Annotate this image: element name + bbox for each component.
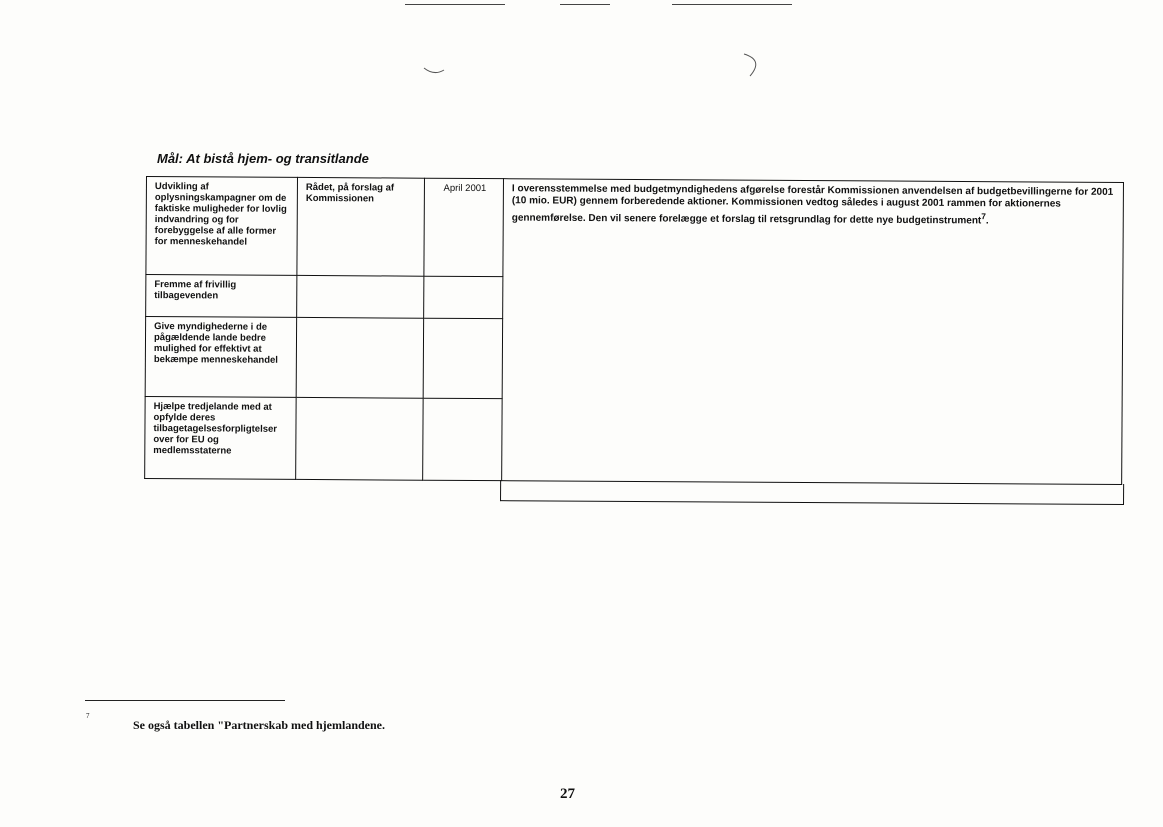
responsible-cell (297, 275, 424, 318)
footnote-rule (85, 700, 285, 701)
scan-artifact-line (672, 4, 792, 5)
scan-artifact-mark (738, 50, 768, 80)
footnote-mark: 7 (86, 712, 90, 720)
measures-table-wrapper (144, 176, 1124, 504)
measure-cell: Udvikling af oplysningskampagner om de faktiske muligheder for lovlig indvandring og for forebyggelse af alle former for menneskehandel (146, 177, 298, 276)
page-number: 27 (560, 786, 575, 802)
scan-artifact-line (560, 4, 610, 5)
status-text: I overensstemmelse med budgetmyndighedens afgørelse forestår Kommissionen anvendelsen af budgetbevillingerne for 2001 (10 mio. EUR) gennem forberedende aktioner. Kommissionen vedtog således i august 2001 rammen for aktionernes gennemførelse. Den vil senere forelægge et forslag til retsgrundlag for dette nye budgetinstrument (511, 183, 1114, 227)
footnote-ref: 7 (981, 211, 986, 222)
responsible-cell (296, 317, 423, 398)
responsible-cell (296, 397, 423, 480)
scan-artifact-mark (420, 60, 450, 80)
section-heading: Mål: At bistå hjem- og transitlande (157, 151, 369, 166)
measures-table (144, 176, 1124, 485)
status-text-wrap: I overensstemmelse med budgetmyndighedens afgørelse forestår Kommissionen anvendelsen af budgetbevillingerne for 2001 (10 mio. EUR) gennem forberedende aktioner. Kommissionen vedtog således i august 2001 rammen for aktionernes gennemførelse. Den vil senere forelægge et forslag til retsgrundlag for dette nye budgetinstrument$^7$. (511, 183, 1114, 227)
deadline-cell (423, 318, 502, 398)
deadline-cell (424, 276, 503, 318)
deadline-cell: April 2001 (424, 178, 504, 276)
status-cell-extension (500, 480, 1124, 505)
measure-cell: Hjælpe tredjelande med at opfylde deres tilbagetagelsesforpligtelser over for EU og medlemsstaterne (145, 396, 296, 479)
measure-cell: Give myndighederne i de pågældende lande bedre mulighed for effektivt at bekæmpe menneskehandel (145, 317, 296, 398)
footnote-text: Se også tabellen "Partnerskab med hjemlandene. (133, 718, 385, 732)
measure-cell: Fremme af frivillig tilbagevenden (146, 275, 297, 318)
deadline-cell (423, 398, 502, 480)
scan-artifact-line (405, 4, 505, 5)
responsible-cell: Rådet, på forslag af Kommissionen (297, 177, 425, 276)
status-cell (502, 179, 1124, 485)
table-row (146, 177, 1124, 281)
